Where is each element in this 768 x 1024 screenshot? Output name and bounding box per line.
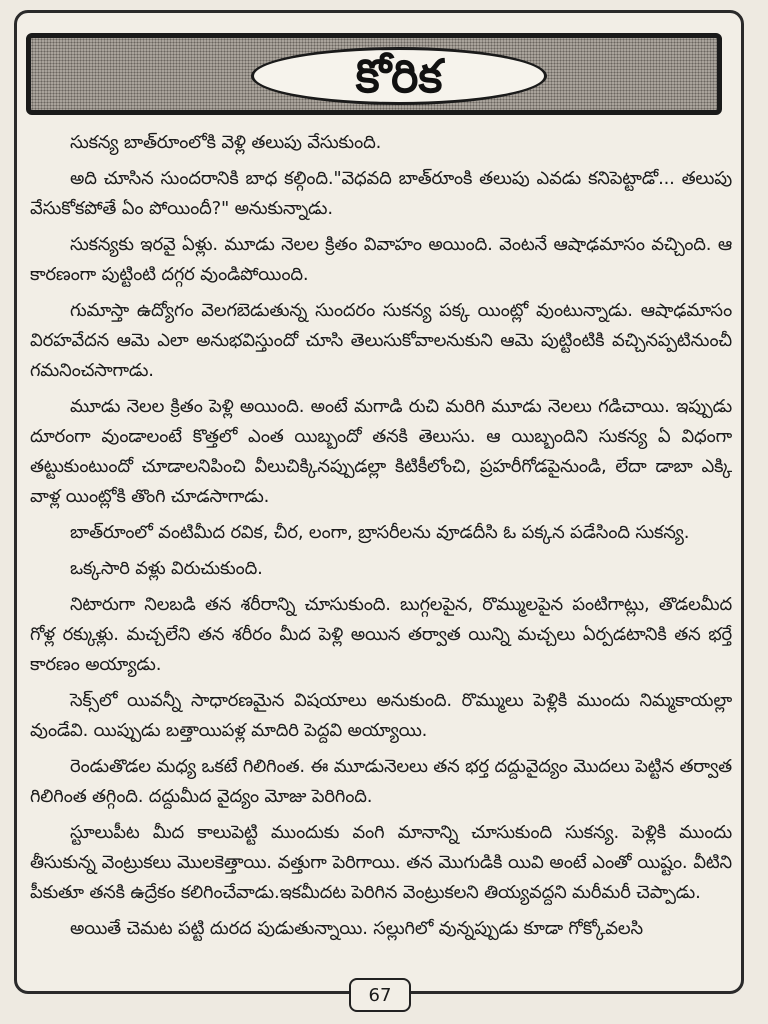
page-number: 67 xyxy=(349,978,411,1012)
paragraph-7: ఒక్కసారి వళ్లు విరుచుకుంది. xyxy=(70,558,263,579)
title-banner xyxy=(26,33,722,115)
story-body xyxy=(30,128,732,963)
paragraph-11: స్టూలుపీట మీద కాలుపెట్టి ముందుకు వంగి మానాన్ని చూసుకుంది సుకన్య. పెళ్లికి ముందు తీసుకున్న వెంట్రుకలు మొలకెత్తాయి. వత్తుగా పెరిగాయి. తన మొగుడికి యివి అంటే ఎంతో యిష్టం. వీటిని పీకుతూ తనకి ఉద్రేకం కలిగించేవాడు.ఇకమీదట పెరిగిన వెంట్రుకలని తియ్యవద్దని మరీమరీ చెప్పాడు. xyxy=(30,822,732,903)
title-oval xyxy=(251,47,547,105)
paragraph-1: సుకన్య బాత్‌రూంలోకి వెళ్లి తలుపు వేసుకుంది. xyxy=(70,132,382,153)
paragraph-9: సెక్స్‌లో యివన్నీ సాధారణమైన విషయాలు అనుకుంది. రొమ్ములు పెళ్లికి ముందు నిమ్మకాయల్లా వుండేవి. యిప్పుడు బత్తాయిపళ్ల మాదిరి పెద్దవి అయ్యాయి. xyxy=(30,690,732,741)
paragraph-6: బాత్‌రూంలో వంటిమీద రవిక, చీర, లంగా, బ్రాసరీలను వూడదీసి ఓ పక్కన పడేసింది సుకన్య. xyxy=(70,522,690,543)
paragraph-5: మూడు నెలల క్రితం పెళ్లి అయింది. అంటే మగాడి రుచి మరిగి మూడు నెలలు గడిచాయి. ఇప్పుడు దూరంగా వుండాలంటే కొత్తలో ఎంత యిబ్బందో తనకి తెలుసు. ఆ యిబ్బందిని సుకన్య ఏ విధంగా తట్టుకుంటుందో చూడాలనిపించి వీలుచిక్కినప్పుడల్లా కిటికీలోంచి, ప్రహరీగోడపైనుండి, లేదా డాబా ఎక్కి వాళ్ల యింట్లోకి తొంగి చూడసాగాడు. xyxy=(30,396,732,507)
paragraph-10: రెండుతొడల మధ్య ఒకటే గిలిగింత. ఈ మూడునెలలు తన భర్త దద్దువైద్యం మొదలు పెట్టిన తర్వాత గిలిగింత తగ్గింది. దద్దుమీద వైద్యం మోజు పెరిగింది. xyxy=(30,756,732,807)
paragraph-2: అది చూసిన సుందరానికి బాధ కల్గింది."వెధవది బాత్‌రూంకి తలుపు ఎవడు కనిపెట్టాడో... తలుపు వేసుకోకపోతే ఏం పోయిందీ?" అనుకున్నాడు. xyxy=(30,168,732,219)
paragraph-8: నిటారుగా నిలబడి తన శరీరాన్ని చూసుకుంది. బుగ్గలపైన, రొమ్ములపైన పంటిగాట్లు, తొడలమీద గోళ్ల రక్కుళ్లు. మచ్చలేని తన శరీరం మీద పెళ్లి అయిన తర్వాత యిన్ని మచ్చలు ఏర్పడటానికి తన భర్తే కారణం అయ్యాడు. xyxy=(30,594,732,675)
paragraph-3: సుకన్యకు ఇరవై ఏళ్లు. మూడు నెలల క్రితం వివాహం అయింది. వెంటనే ఆషాఢమాసం వచ్చింది. ఆ కారణంగా పుట్టింటి దగ్గర వుండిపోయింది. xyxy=(30,234,732,285)
paragraph-12: అయితే చెమట పట్టి దురద పుడుతున్నాయి. సల్లుగిలో వున్నప్పుడు కూడా గోక్కోవలసి xyxy=(70,918,643,939)
paragraph-4: గుమాస్తా ఉద్యోగం వెలగబెడుతున్న సుందరం సుకన్య పక్క యింట్లో వుంటున్నాడు. ఆషాఢమాసం విరహవేదన ఆమె ఎలా అనుభవిస్తుందో చూసి తెలుసుకోవాలనుకుని ఆమె పుట్టింటికి వచ్చినప్పటినుంచీ గమనించసాగాడు. xyxy=(30,300,732,381)
story-title: కోరిక xyxy=(355,49,443,103)
